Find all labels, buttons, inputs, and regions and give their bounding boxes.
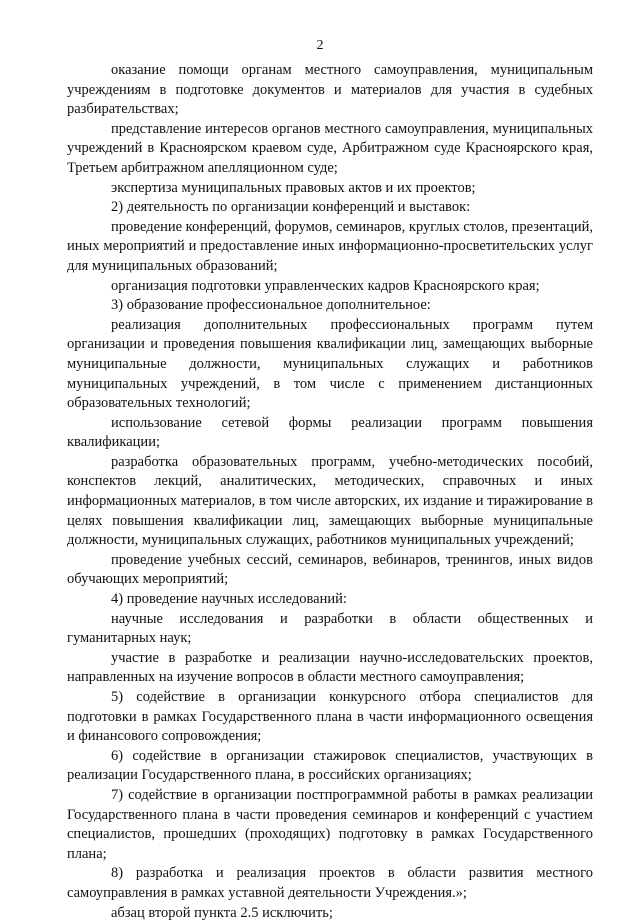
paragraph: 5) содействие в организации конкурсного отбора специалистов для подготовки в рамках Государственного плана в части информационного освещения и финансового сопровождения; (67, 689, 593, 745)
paragraph: организация подготовки управленческих кадров Красноярского края; (111, 277, 540, 294)
paragraph: участие в разработке и реализации научно-исследовательских проектов, направленных на изучение вопросов в области местного самоуправления; (67, 649, 593, 686)
paragraph: 4) проведение научных исследований: (111, 591, 347, 608)
paragraph: 2) деятельность по организации конференций и выставок: (111, 199, 471, 216)
page-number: 2 (316, 38, 324, 53)
paragraph: 7) содействие в организации постпрограммной работы в рамках реализации Государственного плана в части проведения семинаров и конференций с участием специалистов, прошедших (проходящих) подготовку в рамках Государственного плана; (67, 786, 593, 862)
paragraph: проведение конференций, форумов, семинаров, круглых столов, презентаций, иных мероприятий и предоставление иных информационно-просветительских услуг для муниципальных образований; (67, 218, 593, 274)
paragraph: реализация дополнительных профессиональных программ путем организации и проведения повышения квалификации лиц, замещающих выборные муниципальные должности, муниципальных служащих и работников муниципальных учреждений, в том числе с применением дистанционных образовательных технологий; (67, 316, 593, 412)
paragraph: научные исследования и разработки в области общественных и гуманитарных наук; (67, 610, 593, 647)
paragraph: представление интересов органов местного самоуправления, муниципальных учреждений в Красноярском краевом суде, Арбитражном суде Красноярского края, Третьем арбитражном апелляционном суде; (67, 120, 593, 176)
paragraph: экспертиза муниципальных правовых актов и их проектов; (111, 179, 476, 196)
document-body (67, 61, 593, 923)
paragraph: разработка образовательных программ, учебно-методических пособий, конспектов лекций, аналитических, методических, справочных и иных информационных материалов, в том числе авторских, их издание и тиражирование в целях повышения квалификации лиц, замещающих выборные муниципальные должности, муниципальных служащих, работников муниципальных учреждений; (67, 453, 593, 549)
paragraph: использование сетевой формы реализации программ повышения квалификации; (67, 414, 593, 451)
paragraph: проведение учебных сессий, семинаров, вебинаров, тренингов, иных видов обучающих мероприятий; (67, 551, 593, 588)
paragraph: 8) разработка и реализация проектов в области развития местного самоуправления в рамках уставной деятельности Учреждения.»; (67, 865, 593, 901)
paragraph: оказание помощи органам местного самоуправления, муниципальным учреждениям в подготовке документов и материалов для участия в судебных разбирательствах; (67, 62, 593, 118)
paragraph: 6) содействие в организации стажировок специалистов, участвующих в реализации Государственного плана, в российских организациях; (67, 747, 593, 784)
paragraph: абзац второй пункта 2.5 исключить; (111, 904, 333, 921)
paragraph: 3) образование профессиональное дополнительное: (111, 297, 431, 314)
